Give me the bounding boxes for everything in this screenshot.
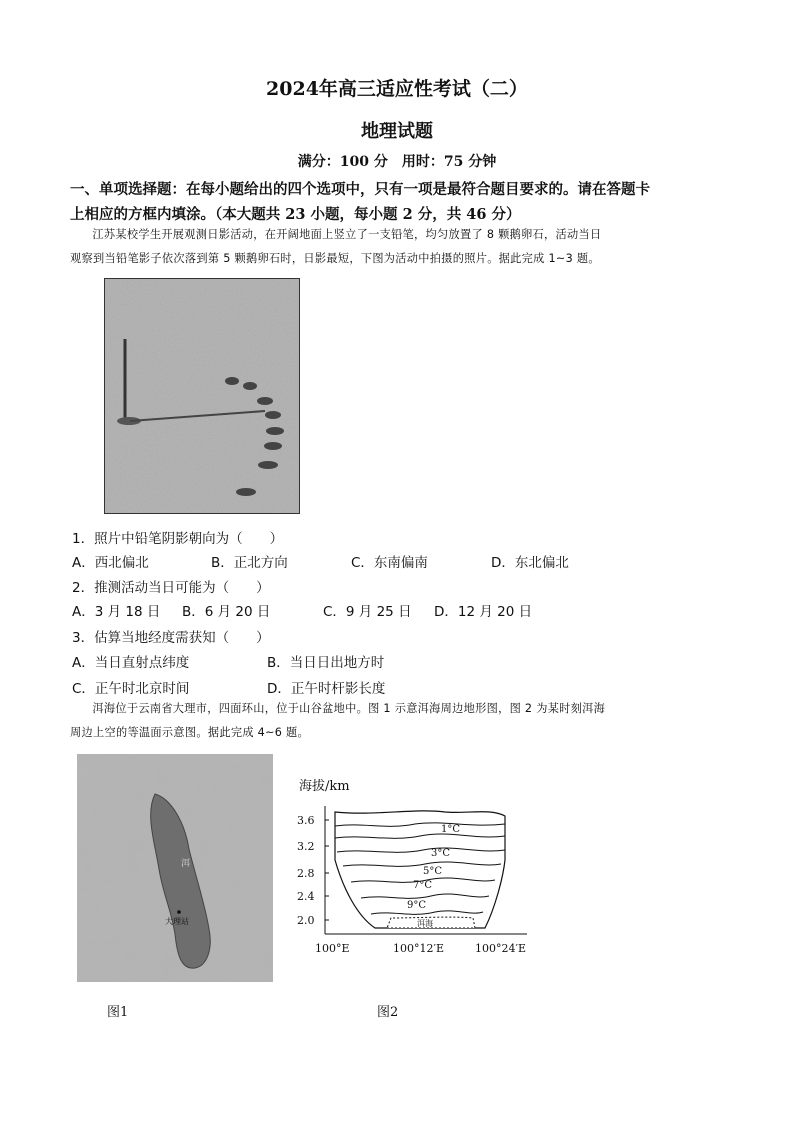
isotherm-label-1c: 1°C	[441, 824, 461, 835]
map-city-label: 大理站	[165, 917, 189, 926]
x-tick-100e: 100°E	[315, 942, 350, 955]
isotherm-diagram	[295, 768, 535, 968]
figure1-caption: 图1	[107, 1005, 129, 1020]
isotherm-label-7c: 7°C	[413, 880, 433, 891]
isotherm-svg	[295, 768, 535, 968]
q3-option-d: D．正午时杆影长度	[267, 681, 386, 697]
q3-option-a: A．当日直射点纬度	[72, 655, 190, 671]
q2-option-a: A．3 月 18 日	[72, 604, 161, 620]
passage2-line1: 洱海位于云南省大理市，四面环山，位于山谷盆地中。图 1 示意洱海周边地形图，图 2 为某时刻洱海	[92, 702, 606, 715]
question-1-stem: 1．照片中铅笔阴影朝向为（ ）	[72, 531, 284, 547]
y-axis-label: 海拔/km	[299, 779, 350, 794]
q3-option-c: C．正午时北京时间	[72, 681, 190, 697]
y-tick-3.2: 3.2	[297, 840, 315, 853]
passage1-line2: 观察到当铅笔影子依次落到第 5 颗鹅卵石时，日影最短，下图为活动中拍摄的照片。据此完成 1~3 题。	[70, 252, 600, 265]
q1-option-d: D．东北偏北	[491, 555, 569, 571]
pencil-shadow-photo-drawing	[105, 279, 299, 513]
section-heading-line2: 上相应的方框内填涂。（本大题共 23 小题，每小题 2 分，共 46 分）	[70, 206, 521, 223]
q3-option-b: B．当日日出地方时	[267, 655, 385, 671]
isotherm-label-3c: 3°C	[431, 848, 451, 859]
passage2	[70, 697, 725, 745]
exam-title: 2024年高三适应性考试（二）	[266, 78, 528, 100]
q1-option-c: C．东南偏南	[351, 555, 428, 571]
q2-option-d: D．12 月 20 日	[434, 604, 533, 620]
x-tick-100-12e: 100°12′E	[393, 942, 445, 955]
erhai-terrain-map	[77, 754, 273, 982]
passage1	[70, 223, 725, 271]
q2-option-c: C．9 月 25 日	[323, 604, 412, 620]
passage2-line2: 周边上空的等温面示意图。据此完成 4~6 题。	[70, 726, 309, 739]
subject-title: 地理试题	[361, 121, 433, 142]
terrain-map-drawing	[77, 754, 273, 982]
map-lake-label: 洱	[181, 859, 191, 869]
pencil-shadow-photo	[104, 278, 300, 514]
y-tick-3.6: 3.6	[297, 814, 315, 827]
chart-lake-label: 洱海	[417, 919, 433, 928]
isotherm-label-9c: 9°C	[407, 900, 427, 911]
question-2-stem: 2．推测活动当日可能为（ ）	[72, 580, 270, 596]
section-heading-line1: 一、单项选择题：在每小题给出的四个选项中，只有一项是最符合题目要求的。请在答题卡	[70, 181, 650, 198]
passage1-line1: 江苏某校学生开展观测日影活动，在开阔地面上竖立了一支铅笔，均匀放置了 8 颗鹅卵石，活动当日	[92, 228, 602, 241]
q1-option-a: A．西北偏北	[72, 555, 149, 571]
q2-option-b: B．6 月 20 日	[182, 604, 271, 620]
y-tick-2.4: 2.4	[297, 890, 315, 903]
y-tick-2.8: 2.8	[297, 867, 315, 880]
score-line: 满分：100 分 用时：75 分钟	[297, 154, 497, 170]
y-tick-2.0: 2.0	[297, 914, 315, 927]
isotherm-label-5c: 5°C	[423, 866, 443, 877]
x-tick-100-24e: 100°24′E	[475, 942, 527, 955]
question-3-stem: 3．估算当地经度需获知（ ）	[72, 630, 270, 646]
q1-option-b: B．正北方向	[211, 555, 288, 571]
figure2-caption: 图2	[377, 1005, 399, 1020]
